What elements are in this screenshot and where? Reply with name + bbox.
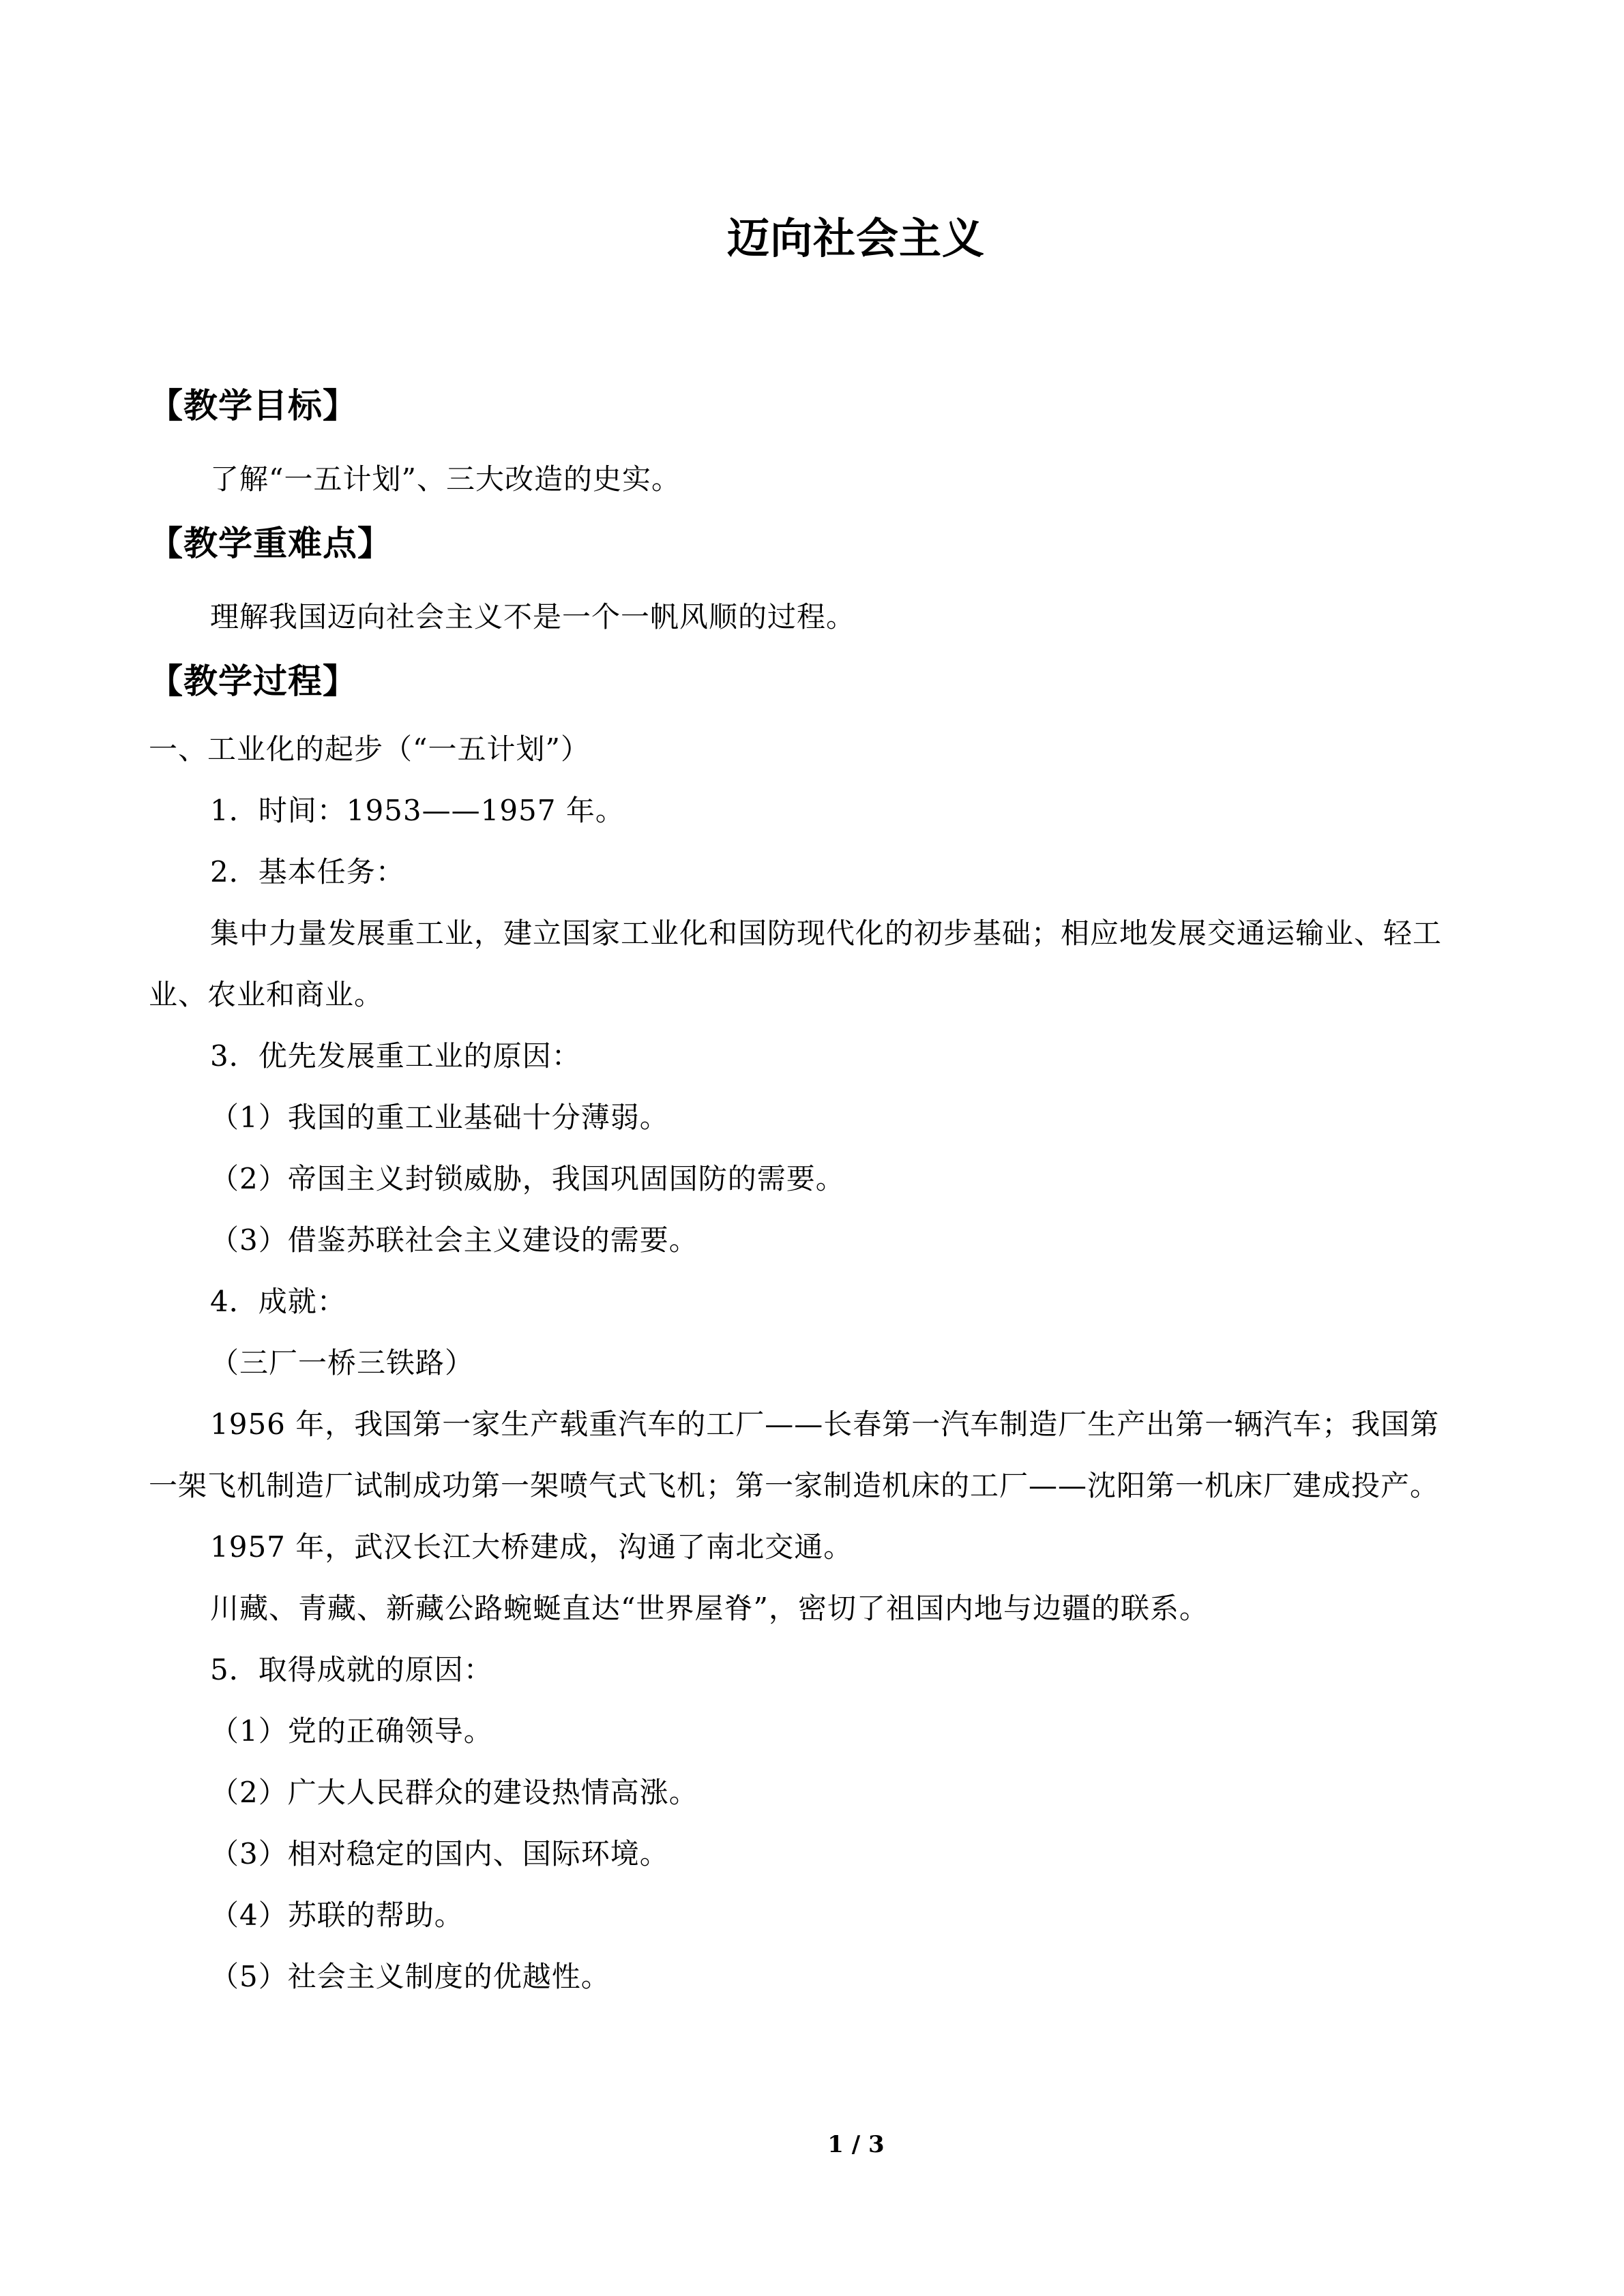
- objective-text: 了解“一五计划”、三大改造的史实。: [210, 462, 681, 496]
- process-item-2: 2．基本任务：: [210, 855, 405, 889]
- document-title: 迈向社会主义: [726, 213, 985, 263]
- reason-1: （1）我国的重工业基础十分薄弱。: [210, 1101, 669, 1134]
- achievement-note: （三厂一桥三铁路）: [210, 1346, 475, 1380]
- page-footer: 1 / 3: [827, 2131, 885, 2158]
- success-reason-5: （5）社会主义制度的优越性。: [210, 1960, 610, 1993]
- achievement-text-3: 川藏、青藏、新藏公路蜿蜒直达“世界屋脊”，密切了祖国内地与边疆的联系。: [210, 1592, 1209, 1625]
- reason-3: （3）借鉴苏联社会主义建设的需要。: [210, 1223, 698, 1257]
- section-heading-key-points: 【教学重难点】: [149, 524, 392, 563]
- process-item-3: 3．优先发展重工业的原因：: [210, 1039, 581, 1073]
- achievement-text-1: 1956 年，我国第一家生产载重汽车的工厂——长春第一汽车制造厂生产出第一辆汽车；我国第一架飞机制造厂试制成功第一架喷气式飞机；第一家制造机床的工厂——沈阳第一机床厂建成投产。: [149, 1407, 1440, 1502]
- achievement-text-2: 1957 年，武汉长江大桥建成，沟通了南北交通。: [210, 1530, 853, 1564]
- success-reason-3: （3）相对稳定的国内、国际环境。: [210, 1837, 669, 1870]
- process-item-1: 1．时间：1953——1957 年。: [210, 794, 625, 827]
- document-content: [149, 382, 1458, 2008]
- reason-2: （2）帝国主义封锁威胁，我国巩固国防的需要。: [210, 1162, 845, 1195]
- success-reason-2: （2）广大人民群众的建设热情高涨。: [210, 1776, 698, 1809]
- success-reason-4: （4）苏联的帮助。: [210, 1898, 464, 1932]
- process-item-4: 4．成就：: [210, 1285, 346, 1318]
- process-item-5: 5．取得成就的原因：: [210, 1653, 493, 1686]
- process-part1-title: 一、工业化的起步（“一五计划”）: [149, 732, 590, 766]
- process-task-text: 集中力量发展重工业，建立国家工业化和国防现代化的初步基础；相应地发展交通运输业、轻工业、农业和商业。: [149, 916, 1443, 1011]
- key-points-text: 理解我国迈向社会主义不是一个一帆风顺的过程。: [210, 600, 856, 633]
- success-reason-1: （1）党的正确领导。: [210, 1714, 493, 1748]
- section-heading-process: 【教学过程】: [149, 661, 357, 701]
- section-heading-objectives: 【教学目标】: [149, 386, 357, 426]
